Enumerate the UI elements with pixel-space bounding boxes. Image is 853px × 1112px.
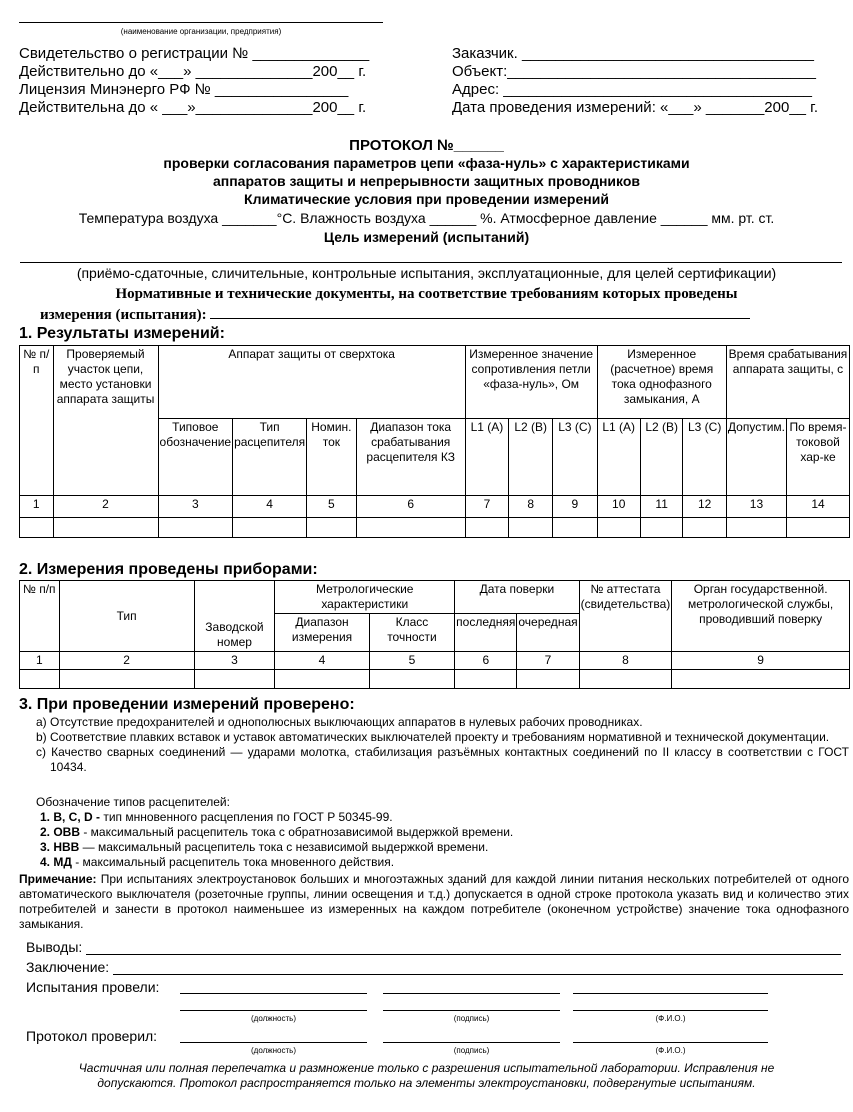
empty-cell	[672, 670, 850, 689]
type-code: 3. НВВ	[40, 840, 80, 854]
title-line2: аппаратов защиты и непрерывности защитных проводников	[212, 173, 641, 189]
conclusions-row	[26, 939, 841, 955]
col-last: последняя	[455, 614, 517, 652]
type-code: 1. B, C, D -	[40, 810, 101, 824]
empty-cell	[579, 670, 672, 689]
org-caption: (наименование организации, предприятия)	[120, 27, 282, 36]
col-current: Измеренное (расчетное) время тока однофазного замыкания, А	[597, 346, 726, 419]
type-desc: - максимальный расцепитель тока мновенного действия.	[71, 855, 395, 869]
col-l3b: L3 (C)	[683, 419, 726, 496]
col-time: Время срабатывания аппарата защиты, с	[726, 346, 849, 419]
col-org: Орган государственной. метрологической службы, проводивший поверку	[672, 581, 850, 652]
num-cell: 3	[194, 652, 275, 670]
empty-cell	[275, 670, 369, 689]
protocol-title: ПРОТОКОЛ №______	[349, 137, 504, 154]
goal-types: (приёмо-сдаточные, сличительные, контрольные испытания, эксплуатационные, для целей сертификации)	[76, 265, 777, 281]
tested-position-line	[180, 993, 367, 994]
table-row	[20, 652, 850, 670]
signature-caption: (подпись)	[453, 1014, 490, 1023]
goal-line	[20, 262, 842, 263]
num-cell: 2	[53, 496, 158, 518]
col-l2b: L2 (B)	[640, 419, 683, 496]
type-4	[36, 855, 836, 870]
num-cell: 12	[683, 496, 726, 518]
empty-cell	[53, 518, 158, 538]
position-caption: (должность)	[251, 1014, 296, 1023]
empty-cell	[356, 518, 465, 538]
date-line: Дата проведения измерений: «___» _______200__ г.	[452, 99, 818, 116]
col-num: № п/п	[20, 581, 60, 652]
checked-signature-line	[383, 1042, 560, 1043]
num-cell: 5	[307, 496, 356, 518]
address-line: Адрес: _____________________________________	[452, 81, 812, 98]
empty-cell	[20, 670, 60, 689]
type-2	[36, 825, 836, 840]
col-metro: Метрологические характеристики	[275, 581, 455, 614]
conclusions-line	[86, 939, 841, 955]
empty-cell	[465, 518, 508, 538]
types-title: Обозначение типов расцепителей:	[36, 795, 230, 809]
devices-table	[19, 580, 850, 689]
table-row	[20, 496, 850, 518]
section3-title: 3. При проведении измерений проверено:	[19, 696, 355, 713]
num-cell: 4	[275, 652, 369, 670]
check-b: b) Соответствие плавких вставок и уставок автоматических выключателей проекту и требованиям нормативной и технической документации.	[36, 730, 830, 744]
org-line	[19, 10, 383, 23]
num-cell: 9	[553, 496, 597, 518]
section3-body	[36, 715, 849, 775]
verdict-label: Заключение:	[26, 959, 110, 975]
col-l3: L3 (C)	[553, 419, 597, 496]
note-label: Примечание:	[19, 872, 97, 886]
position-caption-2: (должность)	[251, 1046, 296, 1055]
num-cell: 5	[369, 652, 454, 670]
col-cert: № аттестата (свидетельства)	[579, 581, 672, 652]
col-site: Проверяемый участок цепи, место установки аппарата защиты	[53, 346, 158, 496]
col-bychar: По время-токовой хар-ке	[787, 419, 850, 496]
registration-line: Свидетельство о регистрации № ______________	[19, 45, 370, 62]
fio-caption: (Ф.И.О.)	[655, 1014, 686, 1023]
empty-cell	[787, 518, 850, 538]
tested-signature-line	[383, 993, 560, 994]
col-device: Аппарат защиты от сверхтока	[158, 346, 465, 419]
empty-cell	[455, 670, 517, 689]
empty-cell	[640, 518, 683, 538]
disclaimer-line2: допускаются. Протокол распространяется только на элементы электроустановки, подвергнутые испытаниям.	[97, 1076, 756, 1090]
check-a: a) Отсутствие предохранителей и однополюсных выключающих аппаратов в нулевых рабочих проводниках.	[36, 715, 643, 729]
col-num: № п/п	[20, 346, 54, 496]
section2-title: 2. Измерения проведены приборами:	[19, 561, 318, 578]
tested-fio-line2	[573, 1010, 768, 1011]
empty-cell	[726, 518, 786, 538]
empty-cell	[683, 518, 726, 538]
section1-title: 1. Результаты измерений:	[19, 325, 225, 342]
num-cell: 13	[726, 496, 786, 518]
num-cell: 8	[579, 652, 672, 670]
tested-fio-line	[573, 993, 768, 994]
object-line: Объект:_____________________________________	[452, 63, 816, 80]
checked-position-line	[180, 1042, 367, 1043]
empty-cell	[194, 670, 275, 689]
type-1	[36, 810, 836, 825]
checked-label: Протокол проверил:	[26, 1028, 158, 1044]
climate-line: Температура воздуха _______°С. Влажность воздуха ______ %. Атмосферное давление ______ мм. рт. ст.	[78, 210, 775, 226]
disclaimer	[0, 1061, 853, 1091]
type-desc: - максимальный расцепитель тока с обратнозависимой выдержкой времени.	[80, 825, 514, 839]
empty-cell	[597, 518, 640, 538]
col-type: Тип	[59, 581, 194, 652]
check-c: c) Качество сварных соединений — ударами молотка, стабилизация разъёмных контактных соединений по II классу в соответствии с ГОСТ 10434.	[36, 745, 849, 774]
verdict-row	[26, 959, 843, 975]
col-range: Диапазон тока срабатывания расцепителя КЗ	[356, 419, 465, 496]
num-cell: 7	[517, 652, 579, 670]
num-cell: 14	[787, 496, 850, 518]
num-cell: 6	[356, 496, 465, 518]
num-cell: 10	[597, 496, 640, 518]
type-code: 2. ОВВ	[40, 825, 81, 839]
norm-blank	[210, 305, 750, 319]
left-info	[19, 45, 439, 117]
col-class: Класс точности	[369, 614, 454, 652]
empty-cell	[233, 518, 307, 538]
col-allowed: Допустим.	[726, 419, 786, 496]
num-cell: 1	[20, 496, 54, 518]
signature-caption-2: (подпись)	[453, 1046, 490, 1055]
col-l2: L2 (B)	[509, 419, 553, 496]
title-line3: Климатические условия при проведении измерений	[244, 191, 609, 207]
note	[19, 872, 849, 932]
fio-caption-2: (Ф.И.О.)	[655, 1046, 686, 1055]
empty-cell	[158, 518, 233, 538]
empty-cell	[553, 518, 597, 538]
col-nom: Номин. ток	[307, 419, 356, 496]
num-cell: 9	[672, 652, 850, 670]
num-cell: 7	[465, 496, 508, 518]
norm-line2	[40, 305, 840, 324]
customer-line: Заказчик. ___________________________________	[452, 45, 814, 62]
conclusions-label: Выводы:	[26, 939, 83, 955]
num-cell: 11	[640, 496, 683, 518]
table-row	[20, 670, 850, 689]
title-line1: проверки согласования параметров цепи «фаза-нуль» с характеристиками	[163, 155, 690, 171]
col-date: Дата поверки	[455, 581, 579, 614]
tested-signature-line2	[383, 1010, 560, 1011]
col-next: очередная	[517, 614, 579, 652]
license-line: Лицензия Минэнерго РФ № ________________	[19, 81, 349, 98]
table-row	[20, 518, 850, 538]
tested-label: Испытания провели:	[26, 979, 160, 995]
type-desc: тип мнновенного расцепления по ГОСТ Р 50345-99.	[100, 810, 393, 824]
empty-cell	[307, 518, 356, 538]
num-cell: 4	[233, 496, 307, 518]
empty-cell	[59, 670, 194, 689]
right-info	[452, 45, 847, 117]
col-l1b: L1 (A)	[597, 419, 640, 496]
verdict-line	[113, 959, 843, 975]
disclaimer-line1: Частичная или полная перепечатка и размножение только с разрешения испытательной лаборатории. Исправления не	[78, 1061, 775, 1075]
col-range: Диапазон измерения	[275, 614, 369, 652]
norm-label: измерения (испытания):	[40, 307, 207, 323]
col-l1: L1 (A)	[465, 419, 508, 496]
num-cell: 2	[59, 652, 194, 670]
num-cell: 8	[509, 496, 553, 518]
num-cell: 3	[158, 496, 233, 518]
empty-cell	[20, 518, 54, 538]
type-code: 4. МД	[40, 855, 72, 869]
empty-cell	[517, 670, 579, 689]
valid-until-line: Действительно до «___» ______________200__ г.	[19, 63, 367, 80]
checked-fio-line	[573, 1042, 768, 1043]
col-resist: Измеренное значение сопротивления петли «фаза-нуль», Ом	[465, 346, 597, 419]
col-serial: Заводской номер	[194, 581, 275, 652]
type-3	[36, 840, 836, 855]
results-table	[19, 345, 850, 538]
col-release: Тип расцепителя	[233, 419, 307, 496]
tested-position-line2	[180, 1010, 367, 1011]
goal-title: Цель измерений (испытаний)	[323, 229, 530, 245]
col-type: Типовое обозначение	[158, 419, 233, 496]
num-cell: 1	[20, 652, 60, 670]
empty-cell	[509, 518, 553, 538]
release-types	[36, 795, 836, 870]
norm-line1: Нормативные и технические документы, на соответствие требованиям которых проведены	[115, 286, 738, 302]
note-text: При испытаниях электроустановок больших и многоэтажных зданий для каждой линии питания нескольких потребителей от одного автоматического выключателя (розеточные группы, линии освещения и т.д.) допускается в одной строке протокола указать вид и количество этих потребителей и занести в протокол наименьшее из измеренных на каждом потребителе (оконечном устройстве) значение тока однофазного замыкания.	[19, 872, 849, 931]
license-valid-line: Действительна до « ___»______________200__ г.	[19, 99, 367, 116]
num-cell: 6	[455, 652, 517, 670]
empty-cell	[369, 670, 454, 689]
type-desc: — максимальный расцепитель тока с независимой выдержкой времени.	[79, 840, 489, 854]
